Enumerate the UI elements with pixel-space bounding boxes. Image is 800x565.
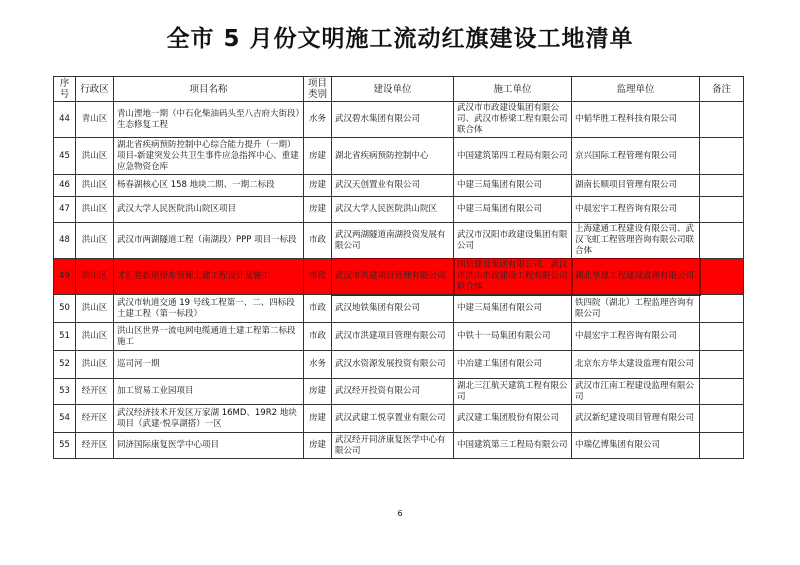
row-district: 洪山区 <box>76 351 114 379</box>
row-category: 市政 <box>304 223 332 259</box>
row-remark <box>700 295 744 323</box>
row-contractor: 中国建筑第三工程局有限公司 <box>454 433 572 459</box>
row-project: 青山湮地一期（中石化柴油码头至八吉府大街段）生态修复工程 <box>114 102 304 138</box>
row-no: 47 <box>54 197 76 223</box>
row-district: 洪山区 <box>76 197 114 223</box>
row-project: 湖北省疾病预防控制中心综合能力提升（一期）项目-新建突发公共卫生事件应急指挥中心、重建应急物资仓库 <box>114 138 304 175</box>
row-remark <box>700 323 744 351</box>
row-supervisor: 武汉市江南工程建设监理有限公司 <box>572 379 700 405</box>
row-no: 44 <box>54 102 76 138</box>
row-contractor: 中建三局集团有限公司 <box>454 295 572 323</box>
row-category: 水务 <box>304 351 332 379</box>
table-header-row <box>54 77 744 102</box>
row-contractor: 武汉建工集团股份有限公司 <box>454 405 572 433</box>
row-no: 52 <box>54 351 76 379</box>
row-category: 房建 <box>304 197 332 223</box>
row-contractor: 中建三局集团有限公司 <box>454 175 572 197</box>
table-row <box>54 175 744 197</box>
row-supervisor: 中晨宏宇工程咨询有限公司 <box>572 197 700 223</box>
row-district: 青山区 <box>76 102 114 138</box>
row-builder: 武汉水资源发展投资有限公司 <box>332 351 454 379</box>
row-district: 经开区 <box>76 379 114 405</box>
header-project: 项目名称 <box>114 77 304 102</box>
row-project: 洪山区世界一流电网电缆通道土建工程第二标段施工 <box>114 323 304 351</box>
header-no: 序号 <box>54 77 76 102</box>
row-contractor: 中铁十一局集团有限公司 <box>454 323 572 351</box>
row-supervisor: 湖南长顺项目管理有限公司 <box>572 175 700 197</box>
row-remark <box>700 223 744 259</box>
row-no: 49 <box>54 259 76 295</box>
row-project: 才汇巷新屋停车管廊土建工程设计及施工 <box>114 259 304 295</box>
construction-site-table <box>53 76 744 459</box>
row-builder: 武汉地铁集团有限公司 <box>332 295 454 323</box>
row-builder: 武汉市洪建项目管理有限公司 <box>332 323 454 351</box>
row-project: 加工贸易工业园项目 <box>114 379 304 405</box>
row-builder: 武汉经开同济康复医学中心有限公司 <box>332 433 454 459</box>
row-contractor: 武汉市汉阳市政建设集团有限公司 <box>454 223 572 259</box>
row-district: 洪山区 <box>76 223 114 259</box>
row-project: 武汉大学人民医院洪山院区项目 <box>114 197 304 223</box>
table-row <box>54 295 744 323</box>
row-district: 洪山区 <box>76 259 114 295</box>
row-project: 武汉经济技术开发区万家湖 16MD、19R2 地块项目（武建·悦享湖搭）一区 <box>114 405 304 433</box>
row-supervisor: 中韬华胜工程科技有限公司 <box>572 102 700 138</box>
row-category: 房建 <box>304 138 332 175</box>
row-supervisor: 中瑞亿博集团有限公司 <box>572 433 700 459</box>
row-builder: 武汉大学人民医院洪山院区 <box>332 197 454 223</box>
header-district: 行政区 <box>76 77 114 102</box>
row-contractor: 国信建设集团有限公司、武汉市洪山市政建设工程有限公司联合体 <box>454 259 572 295</box>
row-remark <box>700 379 744 405</box>
row-district: 洪山区 <box>76 295 114 323</box>
row-no: 46 <box>54 175 76 197</box>
row-remark <box>700 197 744 223</box>
row-remark <box>700 138 744 175</box>
header-contractor: 施工单位 <box>454 77 572 102</box>
row-remark <box>700 351 744 379</box>
row-supervisor: 上海建通工程建设有限公司、武汉飞虹工程管理咨询有限公司联合体 <box>572 223 700 259</box>
table-row <box>54 433 744 459</box>
row-builder: 湖北省疾病预防控制中心 <box>332 138 454 175</box>
row-district: 经开区 <box>76 405 114 433</box>
row-category: 房建 <box>304 175 332 197</box>
row-category: 水务 <box>304 102 332 138</box>
row-builder: 武汉两湖隧道南湖投资发展有限公司 <box>332 223 454 259</box>
row-builder: 武汉市洪建项目管理有限公司 <box>332 259 454 295</box>
row-category: 房建 <box>304 379 332 405</box>
row-category: 房建 <box>304 405 332 433</box>
row-contractor: 中冶建工集团有限公司 <box>454 351 572 379</box>
row-project: 杨春湖核心区 158 地块二期、一期二标段 <box>114 175 304 197</box>
row-no: 50 <box>54 295 76 323</box>
row-project: 巡司河一期 <box>114 351 304 379</box>
row-project: 武汉市轨道交通 19 号线工程第一、二、四标段土建工程（第一标段） <box>114 295 304 323</box>
row-supervisor: 武汉新纪建设项目管理有限公司 <box>572 405 700 433</box>
row-no: 54 <box>54 405 76 433</box>
row-supervisor: 中晨宏宇工程咨询有限公司 <box>572 323 700 351</box>
row-supervisor: 京兴国际工程管理有限公司 <box>572 138 700 175</box>
table-row <box>54 351 744 379</box>
row-remark <box>700 259 744 295</box>
row-builder: 武汉经开投资有限公司 <box>332 379 454 405</box>
row-project: 同济国际康复医学中心项目 <box>114 433 304 459</box>
row-no: 53 <box>54 379 76 405</box>
row-supervisor: 铁四院（湖北）工程监理咨询有限公司 <box>572 295 700 323</box>
row-district: 洪山区 <box>76 323 114 351</box>
row-supervisor: 北京东方华太建设监理有限公司 <box>572 351 700 379</box>
row-remark <box>700 102 744 138</box>
header-remark: 备注 <box>700 77 744 102</box>
row-contractor: 湖北三江航天建筑工程有限公司 <box>454 379 572 405</box>
table-row <box>54 138 744 175</box>
row-category: 房建 <box>304 433 332 459</box>
row-category: 市政 <box>304 295 332 323</box>
row-district: 洪山区 <box>76 138 114 175</box>
row-builder: 武汉碧水集团有限公司 <box>332 102 454 138</box>
row-no: 51 <box>54 323 76 351</box>
row-no: 48 <box>54 223 76 259</box>
table-row <box>54 405 744 433</box>
page-number: 6 <box>397 509 403 518</box>
document-title: 全市 5 月份文明施工流动红旗建设工地清单 <box>166 26 634 52</box>
row-category: 市政 <box>304 323 332 351</box>
table-row <box>54 323 744 351</box>
table-row <box>54 197 744 223</box>
table-row <box>54 102 744 138</box>
table-row <box>54 223 744 259</box>
row-builder: 武汉天创置业有限公司 <box>332 175 454 197</box>
row-contractor: 武汉市市政建设集团有限公司、武汉市桥梁工程有限公司联合体 <box>454 102 572 138</box>
row-builder: 武汉武建工悦享置业有限公司 <box>332 405 454 433</box>
table-row <box>54 379 744 405</box>
row-district: 洪山区 <box>76 175 114 197</box>
row-district: 经开区 <box>76 433 114 459</box>
row-no: 45 <box>54 138 76 175</box>
row-category: 市政 <box>304 259 332 295</box>
row-remark <box>700 175 744 197</box>
row-contractor: 中国建筑第四工程局有限公司 <box>454 138 572 175</box>
row-project: 武汉市两湖隧道工程（南湖段）PPP 项目一标段 <box>114 223 304 259</box>
header-supervisor: 监理单位 <box>572 77 700 102</box>
row-contractor: 中建三局集团有限公司 <box>454 197 572 223</box>
row-remark <box>700 433 744 459</box>
header-builder: 建设单位 <box>332 77 454 102</box>
header-category: 项目类别 <box>304 77 332 102</box>
table-row-highlighted <box>54 259 744 295</box>
row-remark <box>700 405 744 433</box>
row-supervisor: 湖北华晟工程建设监理有限公司 <box>572 259 700 295</box>
row-no: 55 <box>54 433 76 459</box>
